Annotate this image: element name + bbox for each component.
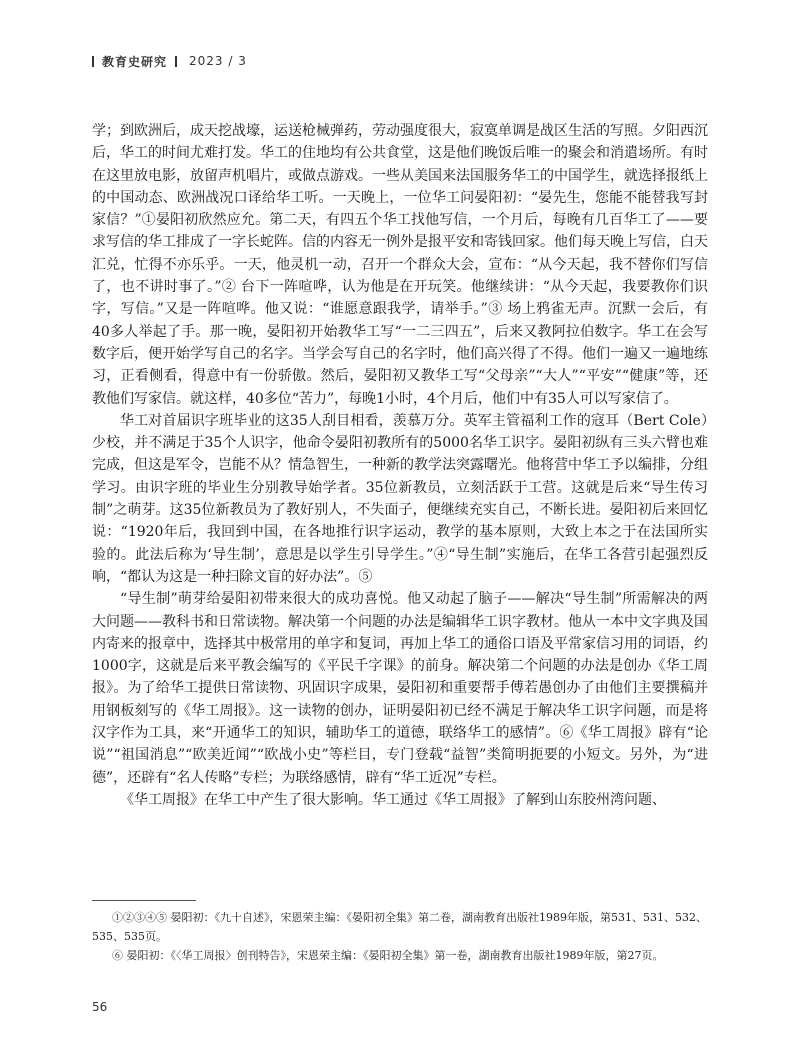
running-header	[92, 52, 247, 70]
footnote-divider	[92, 900, 196, 901]
article-body	[92, 120, 708, 811]
footnote-1: ①②③④⑤ 晏阳初：《九十自述》，宋恩荣主编：《晏阳初全集》第二卷，湖南教育出版社1989年版，第531、531、532、535、535页。	[92, 911, 707, 943]
paragraph-4: 《华工周报》在华工中产生了很大影响。华工通过《华工周报》了解到山东胶州湾问题、	[120, 791, 666, 808]
footnotes	[92, 908, 708, 965]
paragraph-1: 学；到欧洲后，成天挖战壕，运送枪械弹药，劳动强度很大，寂寞单调是战区生活的写照。夕阳西沉后，华工的时间尤难打发。华工的住地均有公共食堂，这是他们晚饭后唯一的聚会和消遣场所。有时在这里放电影，放留声机唱片，或做点游戏。一些从美国来法国服务华工的中国学生，就选择报纸上的中国动态、欧洲战况口译给华工听。一天晚上，一位华工问晏阳初：“晏先生，您能不能替我写封家信？”①晏阳初欣然应允。第二天，有四五个华工找他写信，一个月后，每晚有几百华工了——要求写信的华工排成了一字长蛇阵。信的内容无一例外是报平安和寄钱回家。他们每天晚上写信，白天汇兑，忙得不亦乐乎。一天，他灵机一动，召开一个群众大会，宣布：“从今天起，我不替你们写信了，也不讲时事了。”② 台下一阵喧哗，认为他是在开玩笑。他继续讲：“从今天起，我要教你们识字，写信。”又是一阵喧哗。他又说：“谁愿意跟我学，请举手。”③ 场上鸦雀无声。沉默一会后，有40多人举起了手。那一晚，晏阳初开始教华工写“一二三四五”，后来又教阿拉伯数字。华工在会写数字后，便开始学写自己的名字。当学会写自己的名字时，他们高兴得了不得。他们一遍又一遍地练习，正看侧看，得意中有一份骄傲。然后，晏阳初又教华工写“父母亲”“大人”“平安”“健康”等，还教他们写家信。就这样，40多位“苦力”，每晚1小时，4个月后，他们中有35人可以写家信了。	[92, 123, 708, 407]
footnote-2: ⑥ 晏阳初：《〈华工周报〉创刊特告》，宋恩荣主编：《晏阳初全集》第一卷，湖南教育出版社1989年版，第27页。	[112, 949, 664, 962]
journal-name: 教育史研究	[102, 54, 168, 69]
paragraph-2: 华工对首届识字班毕业的这35人刮目相看，羡慕万分。英军主管福利工作的寇耳（Bert Cole）少校，并不满足于35个人识字，他命令晏阳初教所有的5000名华工识字。晏阳初纵有三头六臂也难完成，但这是军令，岂能不从？情急智生，一种新的教学法突露曙光。他将营中华工予以编排，分组学习。由识字班的毕业生分别教导始学者。35位新教员，立刻活跃于工营。这就是后来“导生传习制”之萌芽。这35位新教员为了教好别人，不失面子，便继续充实自己，不断长进。晏阳初后来回忆说：“1920年后，我回到中国，在各地推行识字运动，教学的基本原则，大致上本之于在法国所实验的。此法后称为‘导生制’，意思是以学生引导学生。”④“导生制”实施后，在华工各营引起强烈反响，“都认为这是一种扫除文盲的好办法”。⑤	[92, 412, 708, 585]
paragraph-3: “导生制”萌芽给晏阳初带来很大的成功喜悦。他又动起了脑子——解决“导生制”所需解决的两大问题——教科书和日常读物。解决第一个问题的办法是编辑华工识字教材。他从一本中文字典及国内寄来的报章中，选择其中极常用的单字和复词，再加上华工的通俗口语及平常家信习用的词语，约1000字，这就是后来平教会编写的《平民千字课》的前身。解决第二个问题的办法是创办《华工周报》。为了给华工提供日常读物、巩固识字成果，晏阳初和重要帮手傅若愚创办了由他们主要撰稿并用钢板刻写的《华工周报》。这一读物的创办，证明晏阳初已经不满足于解决华工识字问题，而是将汉字作为工具，来“开通华工的知识，辅助华工的道德，联络华工的感情”。⑥《华工周报》辟有“论说”“祖国消息”“欧美近闻”“欧战小史”等栏目，专门登载“益智”类简明扼要的小短文。另外，为“进德”，还辟有“名人传略”专栏；为联络感情，辟有“华工近况”专栏。	[92, 591, 708, 786]
issue-number: 2023 / 3	[189, 54, 247, 68]
page-number: 56	[92, 1000, 108, 1014]
header-bar-right	[175, 56, 177, 67]
header-bar-left	[92, 56, 94, 67]
